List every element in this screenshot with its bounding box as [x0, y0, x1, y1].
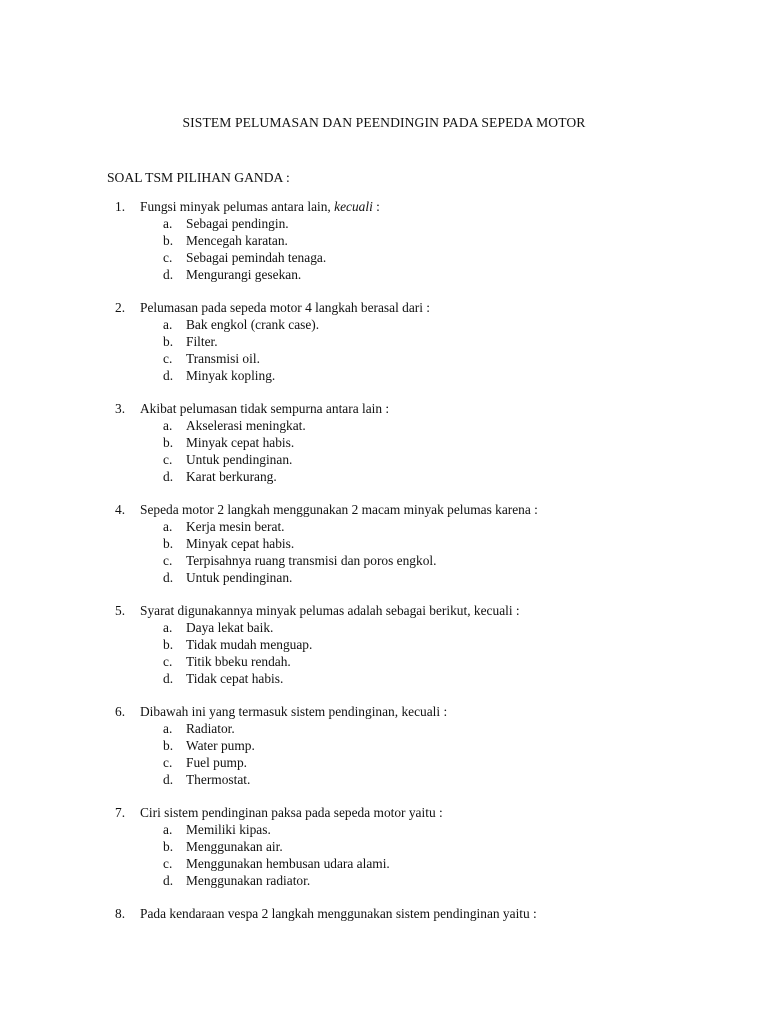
option-text: Fuel pump. [186, 755, 248, 770]
option-letter: a. [163, 822, 173, 837]
question-line [0, 299, 768, 316]
question-suffix: : [372, 199, 380, 214]
option-text: Kerja mesin berat. [186, 519, 285, 534]
option-text: Sebagai pemindah tenaga. [186, 250, 327, 265]
question-line [0, 198, 768, 215]
option-letter: a. [163, 418, 173, 433]
question-item [0, 400, 768, 485]
answer-option [0, 434, 768, 451]
question-text [140, 198, 380, 215]
question-text-main: Syarat digunakannya minyak pelumas adalah sebagai berikut, kecuali : [140, 603, 520, 618]
option-letter: b. [163, 233, 174, 248]
answer-option [0, 771, 768, 788]
question-text [140, 400, 389, 417]
question-line [0, 400, 768, 417]
answer-option [0, 232, 768, 249]
question-line [0, 804, 768, 821]
option-letter: a. [163, 620, 173, 635]
question-text-main: Akibat pelumasan tidak sempurna antara lain : [140, 401, 390, 416]
option-letter: c. [163, 856, 173, 871]
option-letter: a. [163, 519, 173, 534]
option-letter: c. [163, 250, 173, 265]
option-letter: c. [163, 755, 173, 770]
option-text: Minyak kopling. [186, 368, 276, 383]
answer-option [0, 838, 768, 855]
option-text: Menggunakan hembusan udara alami. [186, 856, 390, 871]
question-item [0, 198, 768, 283]
answer-option [0, 215, 768, 232]
answer-option [0, 316, 768, 333]
option-letter: d. [163, 671, 174, 686]
option-text: Mencegah karatan. [186, 233, 288, 248]
option-text: Titik bbeku rendah. [186, 654, 291, 669]
question-emphasis: kecuali [334, 199, 373, 214]
answer-option [0, 266, 768, 283]
option-text: Water pump. [186, 738, 255, 753]
question-item [0, 905, 768, 922]
option-letter: b. [163, 839, 174, 854]
option-text: Thermostat. [186, 772, 251, 787]
option-letter: a. [163, 721, 173, 736]
answer-option [0, 535, 768, 552]
option-letter: c. [163, 654, 173, 669]
question-text [140, 703, 447, 720]
option-letter: a. [163, 216, 173, 231]
question-item [0, 602, 768, 687]
answer-option [0, 737, 768, 754]
answer-option [0, 653, 768, 670]
option-letter: a. [163, 317, 173, 332]
option-text: Terpisahnya ruang transmisi dan poros engkol. [186, 553, 437, 568]
answer-option [0, 872, 768, 889]
option-text: Mengurangi gesekan. [186, 267, 302, 282]
option-text: Sebagai pendingin. [186, 216, 289, 231]
answer-option [0, 367, 768, 384]
answer-option [0, 821, 768, 838]
answer-option [0, 636, 768, 653]
answer-option [0, 754, 768, 771]
question-text-main: Ciri sistem pendinginan paksa pada sepeda motor yaitu : [140, 805, 443, 820]
option-letter: d. [163, 873, 174, 888]
option-letter: b. [163, 435, 174, 450]
question-number: 7. [115, 805, 126, 820]
question-text [140, 602, 520, 619]
option-letter: d. [163, 570, 174, 585]
question-line [0, 703, 768, 720]
answer-option [0, 249, 768, 266]
answer-option [0, 552, 768, 569]
option-letter: d. [163, 368, 174, 383]
question-text-main: Dibawah ini yang termasuk sistem pendinginan, kecuali : [140, 704, 448, 719]
question-line [0, 905, 768, 922]
question-list [0, 198, 768, 938]
question-text-main: Pada kendaraan vespa 2 langkah menggunakan sistem pendinginan yaitu : [140, 906, 537, 921]
option-text: Transmisi oil. [186, 351, 260, 366]
question-line [0, 602, 768, 619]
option-text: Bak engkol (crank case). [186, 317, 320, 332]
question-item [0, 299, 768, 384]
option-text: Menggunakan air. [186, 839, 283, 854]
answer-option [0, 518, 768, 535]
question-item [0, 804, 768, 889]
question-line [0, 501, 768, 518]
question-number: 5. [115, 603, 126, 618]
document-title: SISTEM PELUMASAN DAN PEENDINGIN PADA SEPEDA MOTOR [182, 115, 586, 130]
option-letter: b. [163, 334, 174, 349]
answer-option [0, 569, 768, 586]
question-number: 3. [115, 401, 126, 416]
option-text: Minyak cepat habis. [186, 536, 295, 551]
option-letter: d. [163, 469, 174, 484]
answer-option [0, 855, 768, 872]
question-text-main: Sepeda motor 2 langkah menggunakan 2 macam minyak pelumas karena : [140, 502, 538, 517]
answer-option [0, 720, 768, 737]
question-number: 6. [115, 704, 126, 719]
answer-option [0, 417, 768, 434]
option-text: Menggunakan radiator. [186, 873, 311, 888]
question-text-main: Fungsi minyak pelumas antara lain, [140, 199, 335, 214]
option-text: Tidak mudah menguap. [186, 637, 313, 652]
option-text: Daya lekat baik. [186, 620, 274, 635]
answer-option [0, 333, 768, 350]
question-text [140, 804, 443, 821]
question-number: 2. [115, 300, 126, 315]
option-letter: b. [163, 738, 174, 753]
option-letter: c. [163, 553, 173, 568]
option-letter: b. [163, 536, 174, 551]
answer-option [0, 468, 768, 485]
question-text [140, 299, 430, 316]
answer-option [0, 619, 768, 636]
option-letter: c. [163, 452, 173, 467]
option-letter: d. [163, 267, 174, 282]
question-text [140, 501, 538, 518]
option-letter: c. [163, 351, 173, 366]
option-text: Akselerasi meningkat. [186, 418, 306, 433]
option-letter: b. [163, 637, 174, 652]
question-item [0, 501, 768, 586]
section-heading: SOAL TSM PILIHAN GANDA : [107, 170, 290, 185]
option-text: Filter. [186, 334, 218, 349]
answer-option [0, 451, 768, 468]
question-text [140, 905, 537, 922]
option-text: Minyak cepat habis. [186, 435, 295, 450]
question-number: 1. [115, 199, 126, 214]
option-text: Untuk pendinginan. [186, 570, 293, 585]
option-text: Memiliki kipas. [186, 822, 271, 837]
option-text: Tidak cepat habis. [186, 671, 284, 686]
question-number: 4. [115, 502, 126, 517]
answer-option [0, 350, 768, 367]
option-text: Radiator. [186, 721, 235, 736]
question-number: 8. [115, 906, 126, 921]
option-text: Untuk pendinginan. [186, 452, 293, 467]
question-text-main: Pelumasan pada sepeda motor 4 langkah berasal dari : [140, 300, 431, 315]
answer-option [0, 670, 768, 687]
option-text: Karat berkurang. [186, 469, 277, 484]
option-letter: d. [163, 772, 174, 787]
question-item [0, 703, 768, 788]
